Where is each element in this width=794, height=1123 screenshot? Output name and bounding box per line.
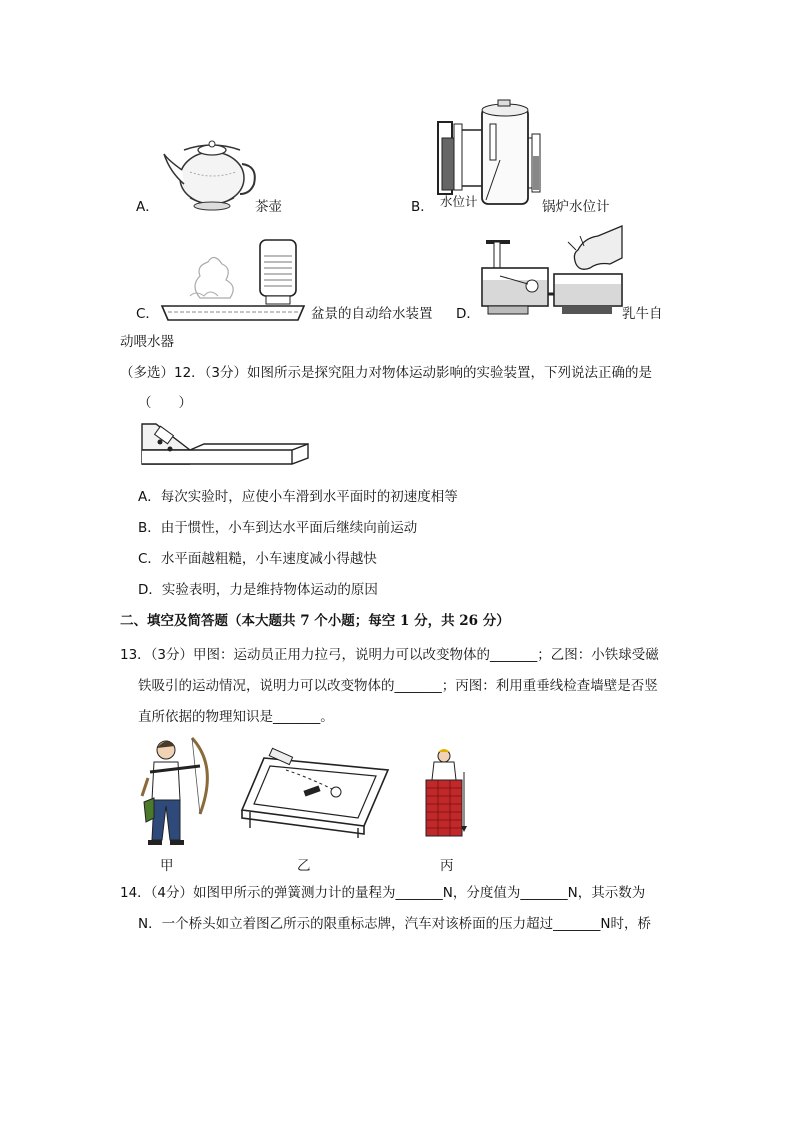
q14-line1: 14．（4分）如图甲所示的弹簧测力计的量程为_______N，分度值为_______N，其示数为 (120, 885, 646, 901)
incline-cart-figure (138, 420, 312, 472)
q12-option-b: B．由于惯性，小车到达水平面后继续向前运动 (138, 520, 418, 536)
option-c-letter: C． (136, 306, 159, 322)
q12-option-c: C．水平面越粗糙，小车速度减小得越快 (138, 551, 377, 567)
q12-option-d: D．实验表明，力是维持物体运动的原因 (138, 582, 378, 598)
option-a-letter: A． (136, 199, 159, 215)
option-d-caption-part2: 动喂水器 (120, 334, 174, 350)
q13-label-yi: 乙 (297, 858, 311, 874)
q13-line3: 直所依据的物理知识是_______。 (138, 709, 334, 725)
magnet-ball-figure (240, 748, 390, 838)
teapot-icon (160, 136, 260, 216)
option-c-caption: 盆景的自动给水装置 (311, 306, 433, 322)
teapot-figure (160, 136, 260, 216)
q13-line1: 13．（3分）甲图：运动员正用力拉弓，说明力可以改变物体的_______；乙图：小铁球受磁 (120, 647, 659, 663)
archer-icon (140, 736, 216, 848)
archer-figure (140, 736, 216, 848)
q13-line2: 铁吸引的运动情况，说明力可以改变物体的_______；丙图：利用重垂线检查墙壁是否竖 (138, 678, 658, 694)
option-a-caption: 茶壶 (255, 199, 282, 215)
bonsai-watering-figure (160, 236, 308, 322)
incline-plane-icon (138, 420, 312, 472)
q14-line2: N．一个桥头如立着图乙所示的限重标志牌，汽车对该桥面的压力超过_______N时，桥 (138, 916, 651, 932)
q13-label-jia: 甲 (160, 858, 174, 874)
cow-feeder-figure (480, 224, 622, 320)
plumb-line-icon (420, 748, 472, 838)
option-d-letter: D． (456, 306, 480, 322)
q12-answer-paren: （ ） (138, 395, 192, 411)
q12-option-a: A．每次实验时，应使小车滑到水平面时的初速度相等 (138, 489, 458, 505)
section-heading: 二、填空及简答题（本大题共 7 个小题；每空 1 分，共 26 分） (120, 613, 510, 629)
option-b-letter: B． (411, 199, 434, 215)
q13-label-bing: 丙 (440, 858, 454, 874)
magnet-table-icon (240, 748, 390, 838)
plumb-wall-figure (420, 748, 472, 838)
q12-stem: （多选）12．（3分）如图所示是探究阻力对物体运动影响的实验装置，下列说法正确的是 (120, 365, 653, 381)
bonsai-water-icon (160, 236, 308, 322)
cow-feeder-icon (480, 224, 622, 320)
option-b-label-water-gauge: 水位计 (440, 194, 478, 209)
option-d-caption-part1: 乳牛自 (622, 306, 663, 322)
option-b-caption: 锅炉水位计 (542, 199, 610, 215)
